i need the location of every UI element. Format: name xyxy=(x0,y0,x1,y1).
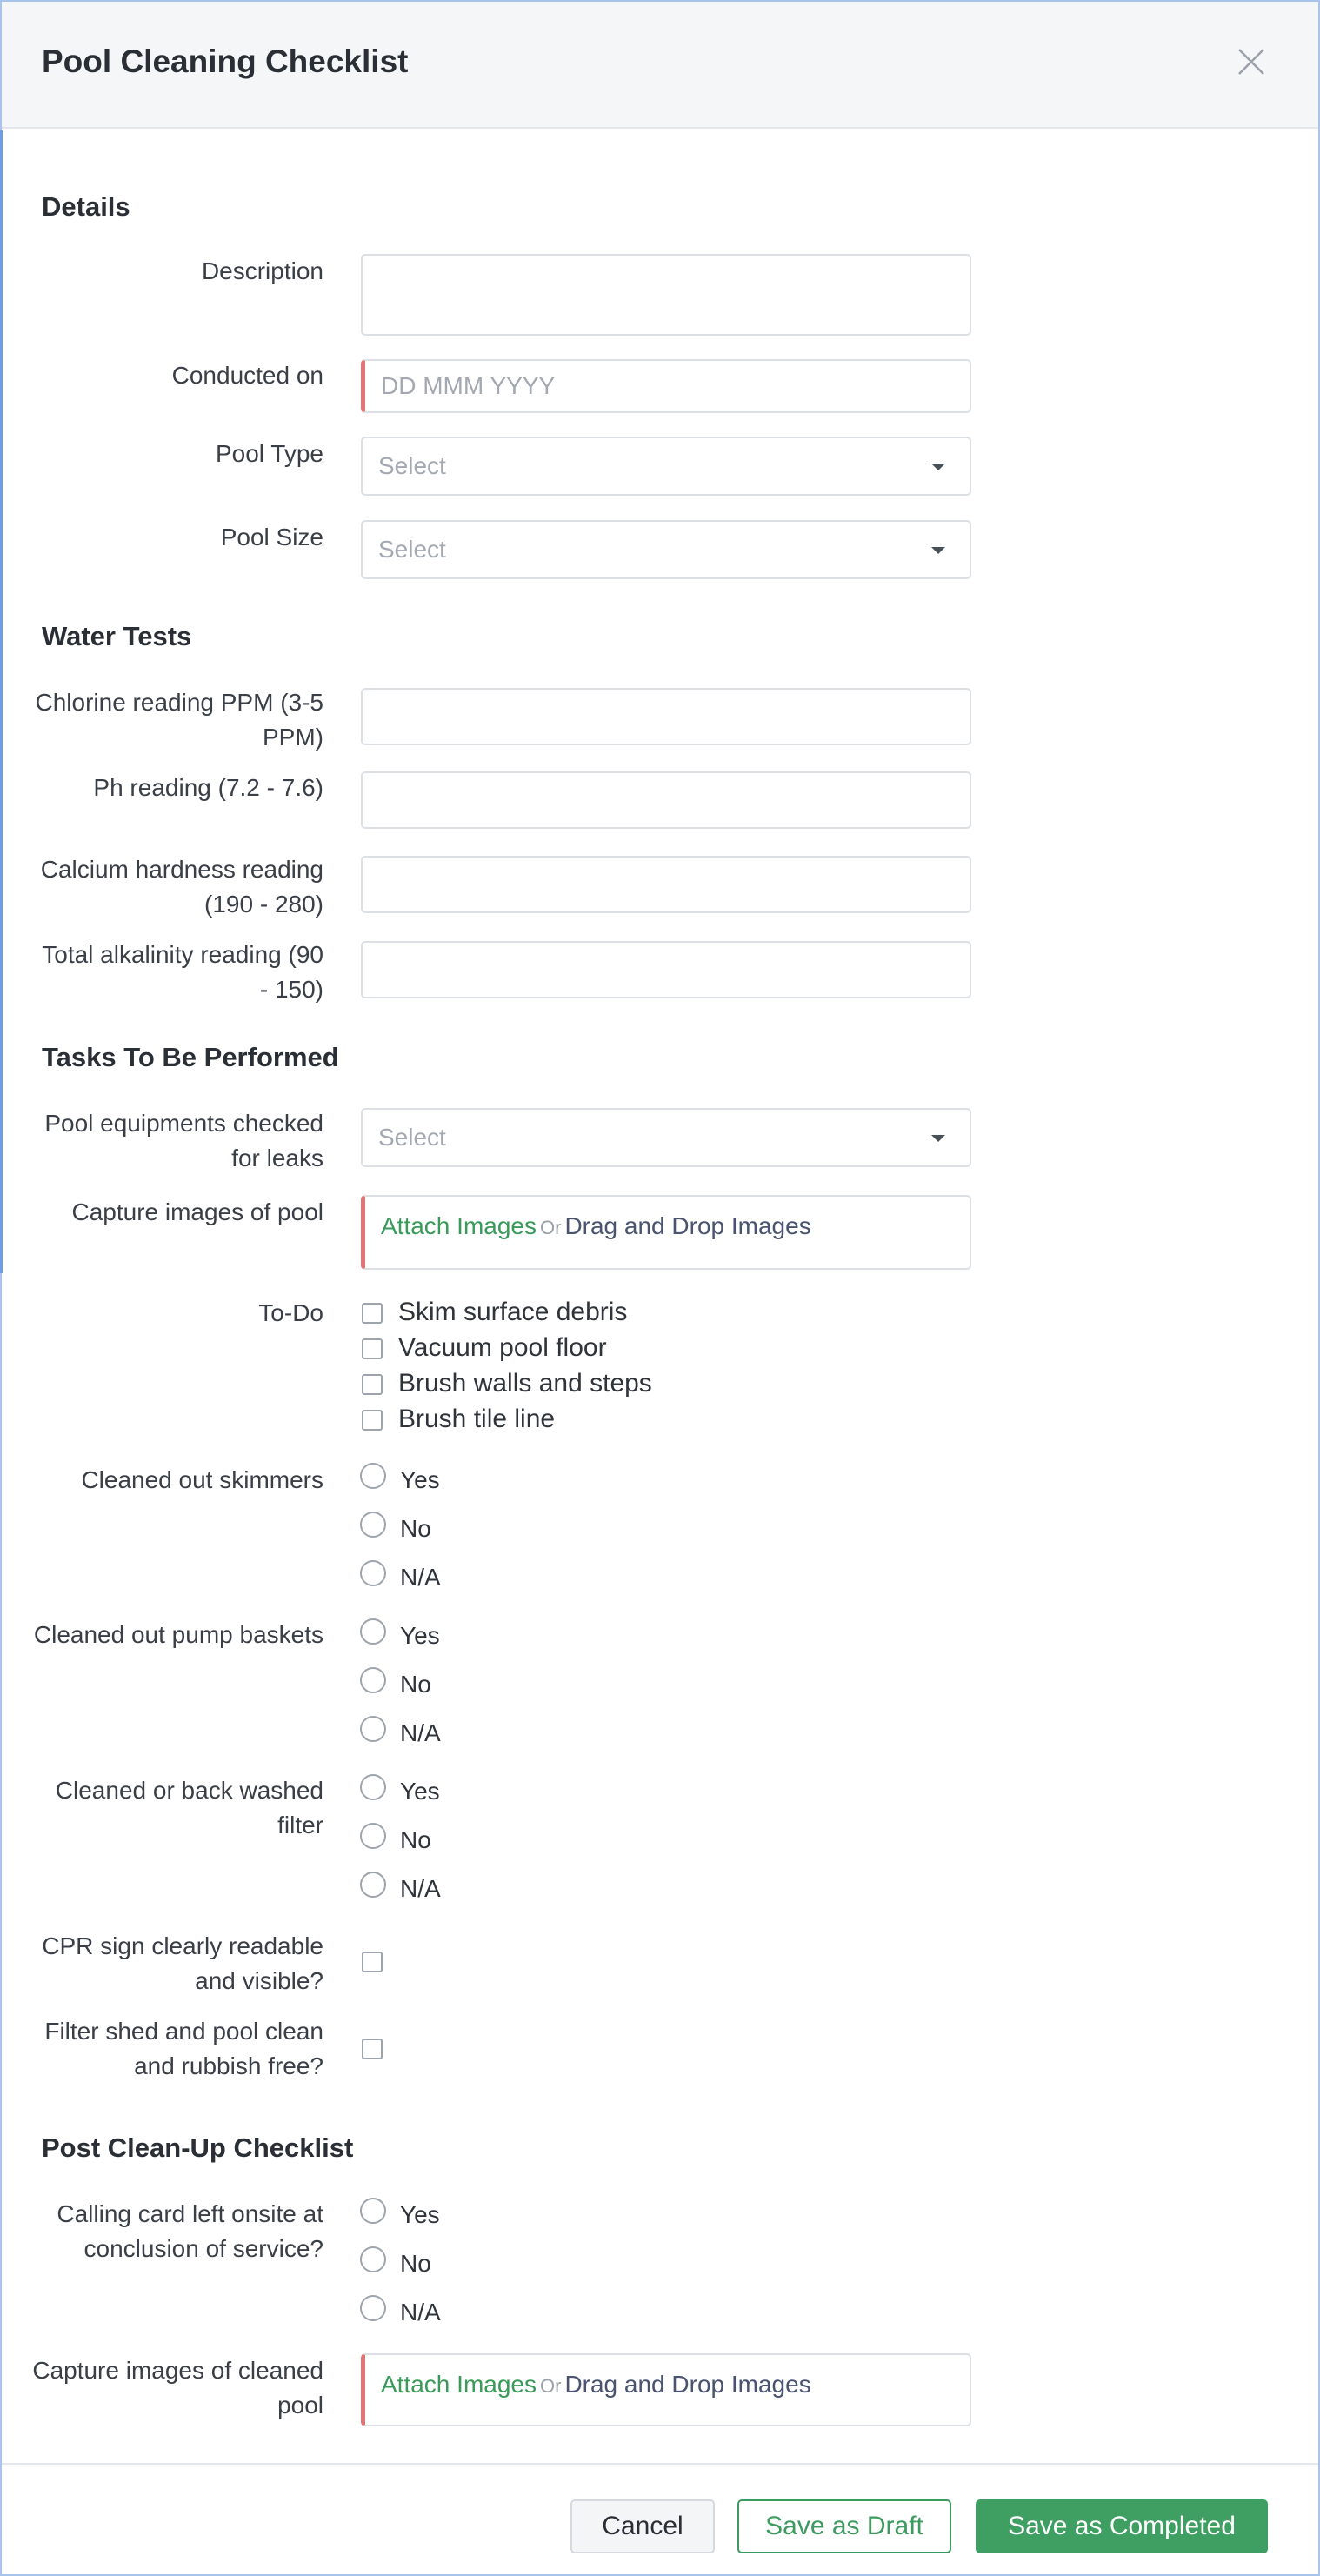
chevron-down-icon xyxy=(931,464,945,470)
skimmers-label: Cleaned out skimmers xyxy=(81,1466,323,1493)
filter-option-yes: Yes xyxy=(400,1778,440,1805)
cpr-checkbox[interactable] xyxy=(362,1952,383,1972)
todo-label: To-Do xyxy=(258,1299,323,1326)
ph-input[interactable] xyxy=(361,771,971,829)
capture-cleaned-upload[interactable] xyxy=(361,2353,971,2426)
calling-card-label: Calling card left onsite at conclusion of service? xyxy=(57,2200,323,2262)
date-placeholder: DD MMM YYYY xyxy=(381,372,556,399)
calling-card-option-no: No xyxy=(400,2250,431,2277)
section-water-tests: Water Tests xyxy=(42,621,192,651)
pool-type-label: Pool Type xyxy=(215,440,323,467)
chlorine-label: Chlorine reading PPM (3-5 PPM) xyxy=(35,689,323,751)
calling-card-radio-no[interactable] xyxy=(360,2246,386,2272)
drag-drop-text: Drag and Drop Images xyxy=(564,2371,811,2398)
pump-radio-na[interactable] xyxy=(360,1716,386,1742)
save-draft-button[interactable]: Save as Draft xyxy=(737,2499,951,2553)
pump-radio-no[interactable] xyxy=(360,1667,386,1693)
chevron-down-icon xyxy=(931,1135,945,1142)
attach-area xyxy=(381,2371,811,2399)
calling-card-radio-yes[interactable] xyxy=(360,2198,386,2224)
attach-area xyxy=(381,1212,811,1240)
modal-header xyxy=(2,2,1318,129)
description-field[interactable] xyxy=(361,254,971,336)
capture-pool-label: Capture images of pool xyxy=(71,1198,323,1225)
section-details: Details xyxy=(42,191,130,222)
capture-pool-upload[interactable] xyxy=(361,1195,971,1270)
pump-label: Cleaned out pump baskets xyxy=(33,1621,323,1648)
shed-label: Filter shed and pool clean and rubbish free? xyxy=(44,2018,323,2079)
conducted-on-label: Conducted on xyxy=(171,362,323,389)
leaks-select[interactable] xyxy=(361,1108,971,1167)
drag-drop-text: Drag and Drop Images xyxy=(564,1212,811,1239)
scroll-accent-bar xyxy=(0,130,3,1273)
calling-card-option-yes: Yes xyxy=(400,2201,440,2228)
alkalinity-label: Total alkalinity reading (90 - 150) xyxy=(42,941,323,1003)
shed-checkbox[interactable] xyxy=(362,2039,383,2059)
section-post-cleanup: Post Clean-Up Checklist xyxy=(42,2132,354,2163)
pool-type-value: Select xyxy=(378,452,446,479)
pump-radio-yes[interactable] xyxy=(360,1618,386,1645)
calling-card-option-na: N/A xyxy=(400,2299,441,2326)
calling-card-radio-na[interactable] xyxy=(360,2295,386,2321)
filter-radio-yes[interactable] xyxy=(360,1774,386,1800)
modal-title: Pool Cleaning Checklist xyxy=(42,43,409,79)
filter-option-na: N/A xyxy=(400,1875,441,1902)
pump-option-no: No xyxy=(400,1671,431,1698)
or-separator: Or xyxy=(539,1217,562,1238)
close-icon[interactable] xyxy=(1237,47,1266,77)
leaks-value: Select xyxy=(378,1124,446,1151)
skimmers-radio-yes[interactable] xyxy=(360,1463,386,1489)
todo-item-vacuum: Vacuum pool floor xyxy=(398,1333,607,1362)
pool-size-select[interactable] xyxy=(361,520,971,579)
pump-option-yes: Yes xyxy=(400,1622,440,1649)
leaks-label: Pool equipments checked for leaks xyxy=(44,1110,323,1171)
calcium-label: Calcium hardness reading (190 - 280) xyxy=(40,856,323,918)
todo-item-skim: Skim surface debris xyxy=(398,1298,628,1326)
filter-option-no: No xyxy=(400,1826,431,1853)
pool-type-select[interactable] xyxy=(361,437,971,496)
conducted-on-date-input[interactable] xyxy=(361,359,971,413)
todo-item-brush-walls: Brush walls and steps xyxy=(398,1369,652,1398)
todo-checkbox-brush-tile[interactable] xyxy=(362,1410,383,1431)
section-tasks: Tasks To Be Performed xyxy=(42,1042,339,1072)
description-label: Description xyxy=(201,257,323,284)
attach-images-link[interactable]: Attach Images xyxy=(381,1212,537,1239)
pool-size-value: Select xyxy=(378,536,446,563)
capture-cleaned-label: Capture images of cleaned pool xyxy=(32,2357,323,2419)
calcium-input[interactable] xyxy=(361,856,971,913)
skimmers-option-na: N/A xyxy=(400,1564,441,1591)
save-completed-button[interactable]: Save as Completed xyxy=(976,2499,1268,2553)
alkalinity-input[interactable] xyxy=(361,941,971,998)
skimmers-option-yes: Yes xyxy=(400,1466,440,1493)
chevron-down-icon xyxy=(931,547,945,554)
or-separator: Or xyxy=(539,2375,562,2397)
cpr-label: CPR sign clearly readable and visible? xyxy=(42,1932,323,1994)
filter-label: Cleaned or back washed filter xyxy=(55,1777,323,1839)
filter-radio-no[interactable] xyxy=(360,1823,386,1849)
todo-checkbox-vacuum[interactable] xyxy=(362,1338,383,1359)
attach-images-link[interactable]: Attach Images xyxy=(381,2371,537,2398)
skimmers-radio-na[interactable] xyxy=(360,1560,386,1586)
todo-checkbox-brush-walls[interactable] xyxy=(362,1374,383,1395)
chlorine-input[interactable] xyxy=(361,688,971,745)
todo-item-brush-tile: Brush tile line xyxy=(398,1405,556,1433)
modal-footer xyxy=(2,2463,1318,2574)
pool-size-label: Pool Size xyxy=(220,524,323,551)
cancel-button[interactable]: Cancel xyxy=(570,2499,715,2553)
skimmers-radio-no[interactable] xyxy=(360,1512,386,1538)
ph-label: Ph reading (7.2 - 7.6) xyxy=(93,774,323,801)
skimmers-option-no: No xyxy=(400,1515,431,1542)
filter-radio-na[interactable] xyxy=(360,1872,386,1898)
pump-option-na: N/A xyxy=(400,1719,441,1746)
todo-checkbox-skim[interactable] xyxy=(362,1303,383,1324)
